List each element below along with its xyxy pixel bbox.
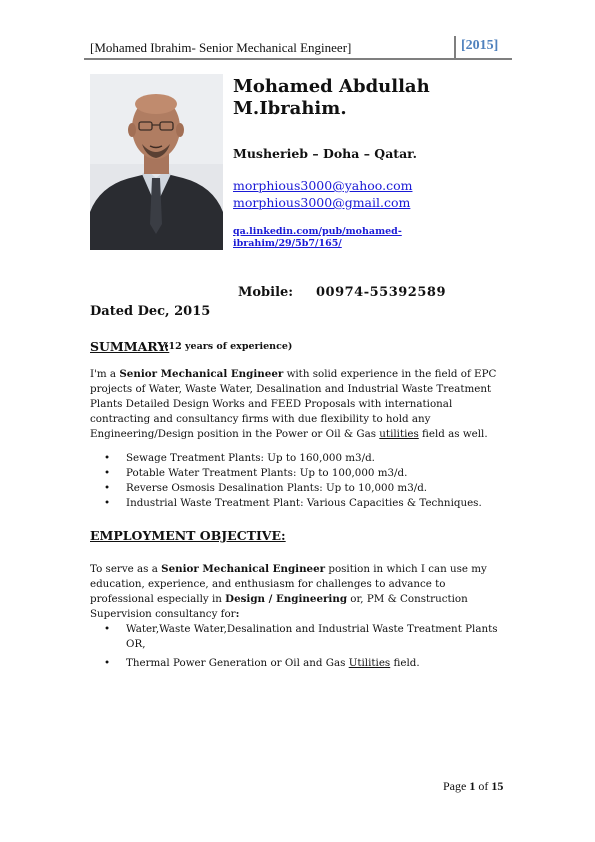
email-link-gmail[interactable]: morphious3000@gmail.com xyxy=(233,195,411,210)
summary-list xyxy=(90,451,510,511)
bullet-icon: • xyxy=(104,623,111,635)
linkedin-link[interactable]: qa.linkedin.com/pub/mohamed-ibrahim/29/5b7/165/ xyxy=(233,226,402,249)
bullet-icon: • xyxy=(104,467,111,479)
profile-photo xyxy=(90,74,223,250)
summary-paragraph xyxy=(90,367,510,442)
bullet-icon: • xyxy=(104,657,111,669)
list-item: • Sewage Treatment Plants: Up to 160,000 m3/d. xyxy=(104,452,375,464)
experience-note: (12 years of experience) xyxy=(164,341,293,352)
candidate-name xyxy=(233,76,430,120)
objective-list xyxy=(90,622,510,675)
address: Musherieb – Doha – Qatar. xyxy=(233,146,417,161)
bullet-icon: • xyxy=(104,452,111,464)
bullet-icon: • xyxy=(104,482,111,494)
page-number: Page 1 of 15 xyxy=(443,779,504,793)
list-item: • Thermal Power Generation or Oil and Gas Utilities field. xyxy=(104,657,420,669)
header-rule xyxy=(84,58,512,60)
mobile-label: Mobile: xyxy=(238,285,294,300)
objective-role: Senior Mechanical Engineer xyxy=(161,563,326,575)
email-link-yahoo[interactable]: morphious3000@yahoo.com xyxy=(233,178,413,193)
mobile-number: 00974-55392589 xyxy=(316,285,446,300)
header-title: [Mohamed Ibrahim- Senior Mechanical Engineer] xyxy=(90,40,352,55)
list-item: • Industrial Waste Treatment Plant: Various Capacities & Techniques. xyxy=(104,497,482,509)
summary-intro: I'm a xyxy=(90,368,120,380)
list-item: • Water,Waste Water,Desalination and Industrial Waste Treatment Plants OR, xyxy=(104,623,498,650)
summary-role: Senior Mechanical Engineer xyxy=(119,368,284,380)
header-year: [2015] xyxy=(461,38,499,53)
dated-line: Dated Dec, 2015 xyxy=(90,304,211,319)
header-divider xyxy=(454,36,456,58)
list-item: • Potable Water Treatment Plants: Up to 100,000 m3/d. xyxy=(104,467,408,479)
name-line-1: Mohamed Abdullah xyxy=(233,76,430,97)
summary-tail: field as well. xyxy=(418,428,488,440)
list-item: • Reverse Osmosis Desalination Plants: Up to 10,000 m3/d. xyxy=(104,482,428,494)
objective-heading: EMPLOYMENT OBJECTIVE: xyxy=(90,528,286,543)
objective-paragraph: To serve as a Senior Mechanical Engineer position in which I can use my education, experience, and enthusiasm for challenges to advance to professional especially in Design / Engineering or, PM & Construction Supervision consultancy for: xyxy=(90,563,487,620)
name-line-2: M.Ibrahim. xyxy=(233,98,347,119)
summary-body: with solid experience in the field of EPC projects of Water, Waste Water, Desalination and Industrial Waste Treatment Plants Detailed Design Works and FEED Proposals with international contracting and consultancy firms with due flexibility to hold any Engineering/Design position in the Power or Oil & Gas xyxy=(90,368,497,440)
bullet-icon: • xyxy=(104,497,111,509)
objective-design: Design / Engineering xyxy=(225,593,348,605)
summary-heading: SUMMARY: xyxy=(90,339,170,354)
summary-utilities: utilities xyxy=(379,428,419,440)
